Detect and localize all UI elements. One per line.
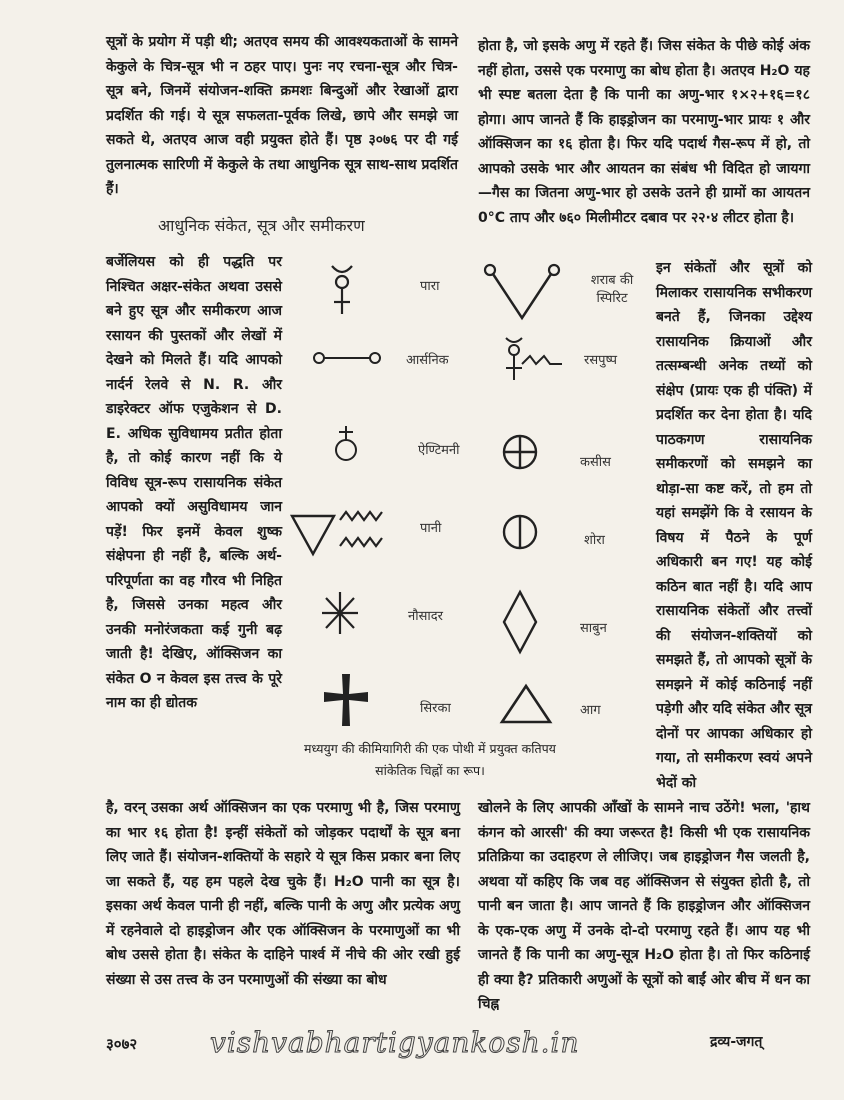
book-title: द्रव्य-जगत्	[710, 1034, 763, 1050]
right-column-paragraph: इन संकेतों और सूत्रों को मिलाकर रासायनिक सभीकरण बनते हैं, जिनका उद्देश्य रासायनिक क्रियाओं और तत्सम्बन्धी अनेक तथ्यों को संक्षेप (प्रायः एक ही पंक्ति) में प्रदर्शित कर देना होता है। यदि पाठकगण रासायनिक समीकरणों को समझने का थोड़ा-सा कष्ट करें, तो हम तो यहां समझेंगे कि वे रसायन के विषय में पैठने के पूर्ण अधिकारी बन गए! यह कोई कठिन बात नहीं है। यदि आप रासायनिक संकेतों और तत्त्वों की संयोजन-शक्तियों को समझते हैं, तो आपको सूत्रों के समझने में कोई कठिनाई नहीं पड़ेगी और यदि संकेत और सूत्र दोनों पर आपका अधिकार हो गया, तो समीकरण स्वयं अपने भेदों को	[656, 260, 812, 791]
saltpetre-symbol-icon	[500, 512, 540, 552]
bottom-left-paragraph: है, वरन् उसका अर्थ ऑक्सिजन का एक परमाणु भी है, जिस परमाणु का भार १६ होता है! इन्हीं संकेतों को जोड़कर पदार्थों के सूत्र बना लिए जाते हैं। संयोजन-शक्तियों के सहारे ये सूत्र किस प्रकार बना लिए जा सकते हैं, यह हम पहले देख चुके हैं। H₂O पानी का सूत्र है। इसका अर्थ केवल पानी ही नहीं, बल्कि पानी के अणु और प्रत्येक अणु में रहनेवाले दो हाइड्रोजन और एक ऑक्सिजन के परमाणुओं का भी बोध उससे होता है। संकेत के दाहिने पार्श्व में नीचे की ओर रखी हुई संख्या से उस तत्त्व के उन परमाणुओं की संख्या का बोध	[106, 800, 460, 988]
page-number: ३०७२	[106, 1035, 138, 1053]
figure-caption: मध्ययुग की कीमियागिरी की एक पोथी में प्रयुक्त कतिपय सांकेतिक चिह्नों का रूप।	[304, 741, 556, 778]
label-soap: साबुन	[580, 621, 607, 636]
label-vitriol: कसीस	[580, 455, 611, 470]
arsenic-symbol-icon	[312, 348, 382, 368]
label-fire: आग	[580, 703, 601, 718]
fire-symbol-icon	[500, 684, 552, 724]
left-column-paragraph: बर्जेलियस को ही पद्धति पर निश्चित अक्षर-संकेत अथवा उससे बने हुए सूत्र और समीकरण आज रसायन की पुस्तकों और लेखों में देखने को मिलते हैं। यदि आपको नार्दर्न रेलवे से N. R. और डाइरेक्टर ऑफ एजुकेशन से D. E. अधिक सुविधामय प्रतीत होता है, तो कोई कारण नहीं कि ये विविध सूत्र-रूप रासायनिक संकेत आपको क्यों असुविधामय जान पड़ें! फिर इनमें केवल शुष्क संक्षेपना ही नहीं है, बल्कि अर्थ-परिपूर्णता का वह गौरव भी निहित है, जिससे उनका महत्व और उनकी मनोरंजकता कई गुनी बढ़ जाती है! देखिए, ऑक्सिजन का संकेत O न केवल इस तत्त्व के पूरे नाम का ही द्योतक	[106, 254, 282, 711]
top-right-paragraph: होता है, जो इसके अणु में रहते हैं। जिस संकेत के पीछे कोई अंक नहीं होता, उससे एक परमाणु का बोध होता है। अतएव H₂O यह भी स्पष्ट बतला देता है कि पानी का अणु-भार १×२+१६=१८ होगा। आप जानते हैं कि हाइड्रोजन का परमाणु-भार प्रायः १ और ऑक्सिजन का १६ होता है। फिर यदि पदार्थ गैस-रूप में हो, तो आपको उसके भार और आयतन का संबंध भी विदित हो जायगा—गैस का जितना अणु-भार हो उसके उतने ही ग्रामों का आयतन 0°C ताप और ७६० मिलीमीटर दबाव पर २२·४ लीटर होता है।	[478, 38, 810, 226]
section-heading: आधुनिक संकेत, सूत्र और समीकरण	[158, 216, 365, 235]
label-water: पानी	[420, 521, 442, 536]
label-saltpetre: शोरा	[584, 533, 605, 548]
vitriol-symbol-icon	[500, 432, 540, 472]
label-vinegar: सिरका	[420, 701, 451, 716]
mercury-symbol-icon	[322, 262, 362, 322]
label-spirit-of-wine: शराब की स्पिरिट	[590, 273, 634, 306]
soap-symbol-icon	[500, 590, 540, 654]
label-mercury: पारा	[420, 279, 440, 294]
label-arsenic: आर्सनिक	[406, 353, 449, 368]
label-rasapushpa: रसपुष्प	[584, 353, 618, 368]
bottom-right-paragraph: खोलने के लिए आपकी आँखों के सामने नाच उठेंगे! भला, 'हाथ कंगन को आरसी' की क्या जरूरत है! किसी भी एक रासायनिक प्रतिक्रिया का उदाहरण ले लीजिए। जब हाइड्रोजन गैस जलती है, अथवा यों कहिए कि जब वह ऑक्सिजन से संयुक्त होती है, तो पानी बन जाता है। आप जानते हैं कि हाइड्रोजन और ऑक्सिजन के एक-एक अणु में उनके दो-दो परमाणु रहते हैं। आप यह भी जानते हैं कि पानी का अणु-सूत्र H₂O होता है। तो फिर कठिनाई ही क्या है? प्रतिकारी अणुओं के सूत्रों को बाईं ओर बीच में धन का चिह्न	[478, 800, 810, 1012]
sal-ammoniac-symbol-icon	[320, 590, 360, 636]
label-sal-ammoniac: नौसादर	[408, 609, 443, 624]
spirit-of-wine-symbol-icon	[482, 262, 562, 326]
rasapushpa-symbol-icon	[500, 334, 570, 384]
top-left-paragraph: सूत्रों के प्रयोग में पड़ी थी; अतएव समय की आवश्यकताओं के सामने केकुले के चित्र-सूत्र भी न ठहर पाए। पुनः नए रचना-सूत्र और चित्र-सूत्र बने, जिनमें संयोजन-शक्ति क्रमशः बिन्दुओं और रेखाओं द्वारा प्रदर्शित की गई। ये सूत्र सफलता-पूर्वक लिखे, छापे और समझे जा सकते थे, अतएव आज वही प्रयुक्त होते हैं। पृष्ठ ३०७६ पर दी गई तुलनात्मक सारिणी में केकुले के तथा आधुनिक सूत्र साथ-साथ प्रदर्शित हैं।	[106, 34, 458, 197]
vinegar-symbol-icon	[322, 672, 370, 728]
watermark-text: vishvabhartigyankosh.in	[210, 1026, 580, 1059]
label-antimony: ऐण्टिमनी	[418, 443, 460, 458]
water-symbol-icon	[288, 506, 388, 562]
antimony-symbol-icon	[330, 424, 362, 464]
